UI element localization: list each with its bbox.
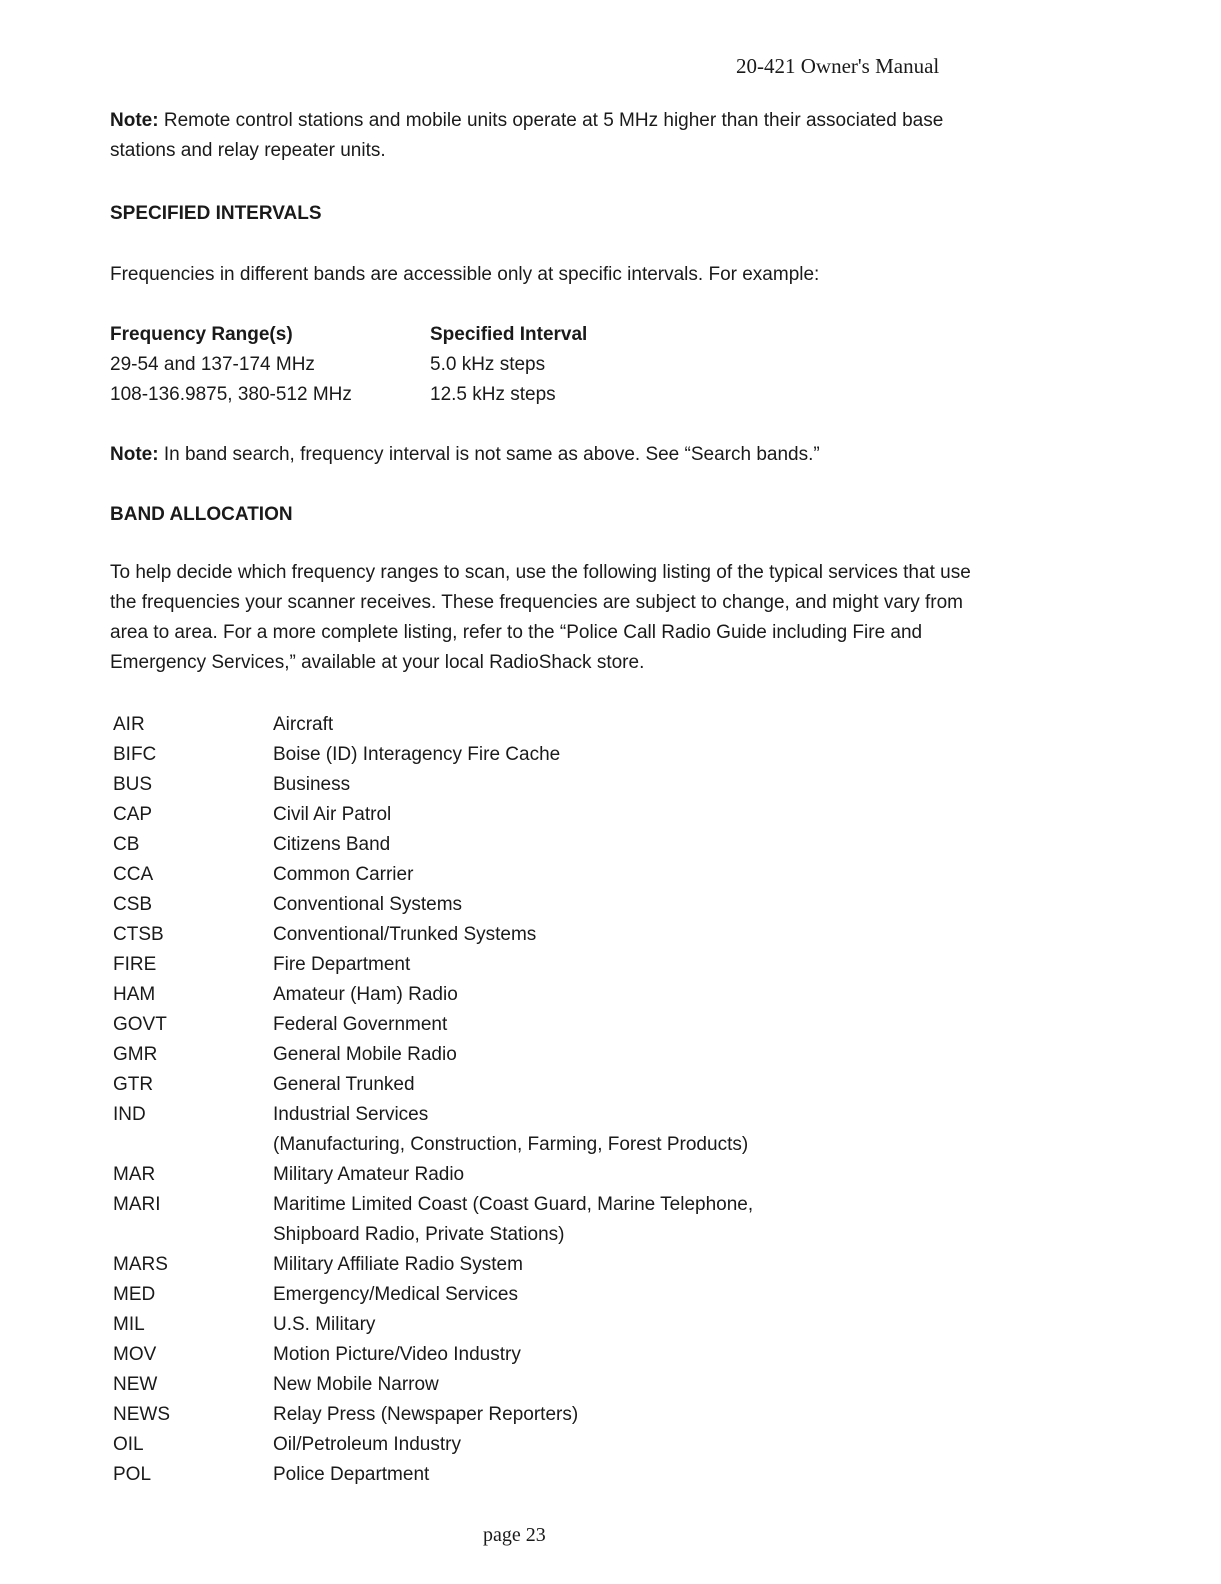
band-abbreviation: BUS: [113, 774, 153, 795]
band-abbreviation: BIFC: [113, 744, 157, 765]
band-row: [113, 1340, 753, 1370]
band-description: Emergency/Medical Services: [273, 1284, 518, 1305]
band-row: [113, 1010, 753, 1040]
band-abbreviation: AIR: [113, 714, 145, 735]
note-label: Note:: [110, 110, 159, 131]
band-abbreviation: CSB: [113, 894, 153, 915]
band-description: Amateur (Ham) Radio: [273, 984, 458, 1005]
section-heading-band-allocation: BAND ALLOCATION: [110, 504, 293, 525]
band-list: [113, 710, 753, 1490]
band-description: General Mobile Radio: [273, 1044, 457, 1065]
band-description: Aircraft: [273, 714, 334, 735]
band-description: (Manufacturing, Construction, Farming, Forest Products): [273, 1134, 749, 1155]
band-abbreviation: CTSB: [113, 924, 164, 945]
band-description: Business: [273, 774, 351, 795]
band-description: Conventional/Trunked Systems: [273, 924, 537, 945]
band-description: Military Affiliate Radio System: [273, 1254, 523, 1275]
band-description: Shipboard Radio, Private Stations): [273, 1224, 565, 1245]
band-row: [113, 740, 753, 770]
band-row: [113, 1160, 753, 1190]
band-row: [113, 1040, 753, 1070]
band-row: [113, 1280, 753, 1310]
band-row: [113, 950, 753, 980]
band-row: [113, 1190, 753, 1220]
cell: 5.0 kHz steps: [430, 354, 546, 375]
band-row: [113, 1460, 753, 1490]
band-row: [113, 770, 753, 800]
cell: 12.5 kHz steps: [430, 384, 556, 405]
band-description: Motion Picture/Video Industry: [273, 1344, 521, 1365]
band-description: Boise (ID) Interagency Fire Cache: [273, 744, 561, 765]
band-abbreviation: MARI: [113, 1194, 161, 1215]
band-row: [113, 800, 753, 830]
table-row: [110, 350, 587, 380]
band-row: [113, 860, 753, 890]
cell: 108-136.9875, 380-512 MHz: [110, 384, 352, 405]
note-band-search: [110, 440, 1000, 470]
band-description: Common Carrier: [273, 864, 414, 885]
band-abbreviation: MAR: [113, 1164, 156, 1185]
band-abbreviation: CB: [113, 834, 140, 855]
band-abbreviation: [113, 1220, 273, 1250]
band-abbreviation: POL: [113, 1464, 152, 1485]
band-abbreviation: CCA: [113, 864, 154, 885]
column-header: Specified Interval: [430, 324, 588, 345]
page-header: 20-421 Owner's Manual: [736, 54, 940, 78]
band-allocation-intro: To help decide which frequency ranges to scan, use the following listing of the typical services that use the frequencies your scanner receives. These frequencies are subject to change, and might vary from area to area. For a more complete listing, refer to the “Police Call Radio Guide including Fire and Emergency Services,” available at your local RadioShack store.: [110, 562, 971, 673]
band-row: [113, 890, 753, 920]
band-row: [113, 1370, 753, 1400]
band-row: [113, 980, 753, 1010]
band-description: Conventional Systems: [273, 894, 463, 915]
band-description: Citizens Band: [273, 834, 391, 855]
band-description: U.S. Military: [273, 1314, 376, 1335]
note-label: Note:: [110, 444, 159, 465]
band-description: General Trunked: [273, 1074, 415, 1095]
section-heading-intervals: SPECIFIED INTERVALS: [110, 203, 322, 224]
band-description: Federal Government: [273, 1014, 448, 1035]
note-text: Remote control stations and mobile units operate at 5 MHz higher than their associated base stations and relay repeater units.: [110, 110, 944, 161]
note-remote-stations: [110, 106, 1000, 166]
band-abbreviation: CAP: [113, 804, 153, 825]
band-row: [113, 1100, 753, 1130]
table-row: [110, 380, 587, 410]
band-abbreviation: GTR: [113, 1074, 154, 1095]
band-abbreviation: FIRE: [113, 954, 157, 975]
band-row: [113, 1070, 753, 1100]
band-description: Oil/Petroleum Industry: [273, 1434, 461, 1455]
band-description: New Mobile Narrow: [273, 1374, 439, 1395]
band-description: Military Amateur Radio: [273, 1164, 465, 1185]
band-row: [113, 1250, 753, 1280]
band-row: [113, 1430, 753, 1460]
band-abbreviation: MOV: [113, 1344, 157, 1365]
band-abbreviation: MARS: [113, 1254, 168, 1275]
band-description: Civil Air Patrol: [273, 804, 392, 825]
band-description: Fire Department: [273, 954, 411, 975]
band-row: [113, 710, 753, 740]
column-header: Frequency Range(s): [110, 324, 293, 345]
cell: 29-54 and 137-174 MHz: [110, 354, 315, 375]
band-abbreviation: NEWS: [113, 1404, 170, 1425]
interval-table: [110, 320, 587, 410]
band-abbreviation: NEW: [113, 1374, 158, 1395]
band-row: [113, 1310, 753, 1340]
intervals-intro: Frequencies in different bands are accessible only at specific intervals. For example:: [110, 264, 820, 285]
band-row: [113, 830, 753, 860]
band-description: Relay Press (Newspaper Reporters): [273, 1404, 579, 1425]
band-abbreviation: MIL: [113, 1314, 145, 1335]
band-abbreviation: GOVT: [113, 1014, 167, 1035]
band-row: [113, 1130, 753, 1160]
table-header: [110, 320, 587, 350]
band-abbreviation: GMR: [113, 1044, 158, 1065]
band-abbreviation: MED: [113, 1284, 156, 1305]
band-abbreviation: OIL: [113, 1434, 144, 1455]
band-row: [113, 1400, 753, 1430]
band-row: [113, 920, 753, 950]
band-description: Police Department: [273, 1464, 430, 1485]
note-text: In band search, frequency interval is not same as above. See “Search bands.”: [158, 444, 820, 465]
band-abbreviation: IND: [113, 1104, 146, 1125]
page-number: page 23: [483, 1524, 546, 1546]
band-row: [113, 1220, 753, 1250]
band-abbreviation: HAM: [113, 984, 156, 1005]
band-description: Industrial Services: [273, 1104, 429, 1125]
band-abbreviation: [113, 1130, 273, 1160]
band-description: Maritime Limited Coast (Coast Guard, Marine Telephone,: [273, 1194, 754, 1215]
